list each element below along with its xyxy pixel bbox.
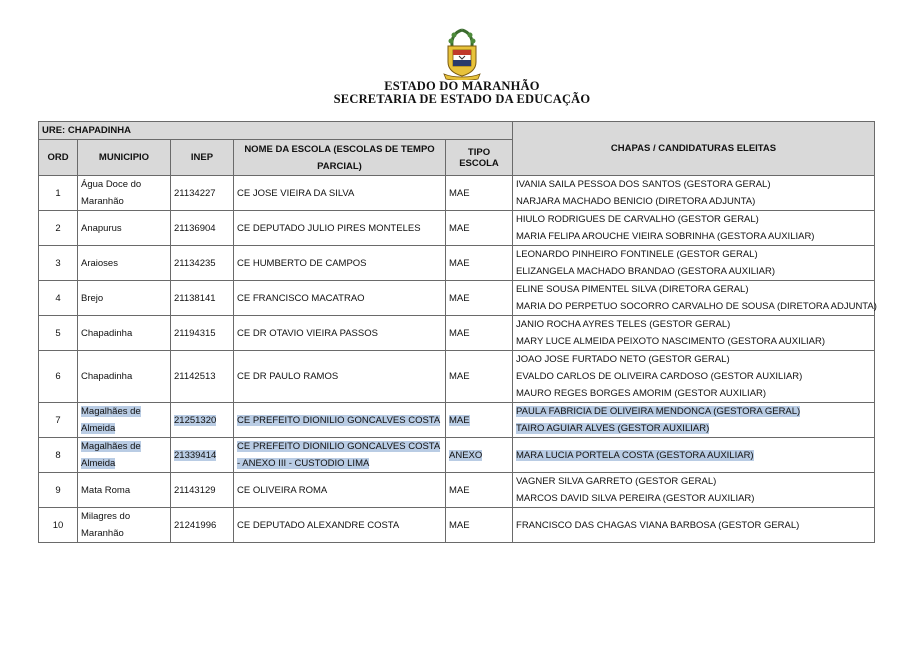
chapa-entry: MARIA FELIPA AROUCHE VIEIRA SOBRINHA (GESTORA AUXILIAR) xyxy=(516,231,815,242)
chapa-entry: FRANCISCO DAS CHAGAS VIANA BARBOSA (GESTOR GERAL) xyxy=(516,519,800,531)
col-header-ord: ORD xyxy=(39,140,78,176)
chapa-entry: JANIO ROCHA AYRES TELES (GESTOR GERAL) xyxy=(516,319,731,330)
chapa-entry: ELIZANGELA MACHADO BRANDAO (GESTORA AUXILIAR) xyxy=(516,266,776,277)
table-row xyxy=(39,176,875,211)
cell-escola-text: CE JOSE VIEIRA DA SILVA xyxy=(237,187,355,199)
cell-inep-text: 21136904 xyxy=(174,222,216,234)
cell-tipo xyxy=(446,438,513,473)
col-header-chapas: CHAPAS / CANDIDATURAS ELEITAS xyxy=(513,122,875,176)
table-row xyxy=(39,351,875,403)
cell-ord-text: 4 xyxy=(55,292,61,304)
cell-inep xyxy=(171,473,234,508)
cell-escola xyxy=(234,211,446,246)
cell-inep xyxy=(171,508,234,543)
cell-chapas xyxy=(513,438,875,473)
cell-escola-text: CE HUMBERTO DE CAMPOS xyxy=(237,257,367,269)
cell-escola-text: CE PREFEITO DIONILIO GONCALVES COSTA - ANEXO III - CUSTODIO LIMA xyxy=(237,441,441,469)
cell-municipio-text: Água Doce do Maranhão xyxy=(81,179,142,207)
cell-ord-text: 3 xyxy=(55,257,61,269)
cell-ord-text: 6 xyxy=(55,371,61,382)
chapa-entry: JOAO JOSE FURTADO NETO (GESTOR GERAL) xyxy=(516,354,730,365)
cell-ord xyxy=(39,176,78,211)
chapa-entry: LEONARDO PINHEIRO FONTINELE (GESTOR GERAL) xyxy=(516,249,758,260)
cell-escola xyxy=(234,351,446,403)
cell-tipo-text: MAE xyxy=(449,484,470,496)
cell-inep-text: 21134227 xyxy=(174,187,216,199)
cell-chapas xyxy=(513,176,875,211)
cell-municipio-text: Magalhães de Almeida xyxy=(81,406,141,434)
cell-chapas xyxy=(513,316,875,351)
cell-tipo xyxy=(446,473,513,508)
cell-escola-text: CE DEPUTADO ALEXANDRE COSTA xyxy=(237,519,400,531)
table-row xyxy=(39,438,875,473)
cell-ord-text: 10 xyxy=(52,519,64,531)
cell-chapas xyxy=(513,473,875,508)
cell-escola xyxy=(234,176,446,211)
cell-municipio-text: Magalhães de Almeida xyxy=(81,441,141,469)
cell-escola xyxy=(234,438,446,473)
cell-ord xyxy=(39,403,78,438)
cell-tipo xyxy=(446,246,513,281)
cell-chapas xyxy=(513,403,875,438)
header-line-2: SECRETARIA DE ESTADO DA EDUCAÇÃO xyxy=(333,92,591,106)
chapa-entry: EVALDO CARLOS DE OLIVEIRA CARDOSO (GESTOR AUXILIAR) xyxy=(516,371,803,382)
cell-municipio-text: Araioses xyxy=(81,257,118,269)
cell-ord xyxy=(39,211,78,246)
cell-inep xyxy=(171,211,234,246)
cell-ord xyxy=(39,473,78,508)
cell-tipo-text: MAE xyxy=(449,187,470,199)
chapa-entry xyxy=(516,447,871,464)
cell-ord-text: 9 xyxy=(55,484,61,496)
chapa-entry-highlight: TAIRO AGUIAR ALVES (GESTOR AUXILIAR) xyxy=(516,423,710,434)
cell-inep-text: 21251320 xyxy=(174,414,217,426)
cell-municipio-text: Chapadinha xyxy=(81,371,133,382)
cell-escola-text: CE DR OTAVIO VIEIRA PASSOS xyxy=(237,327,378,339)
chapa-entry xyxy=(516,420,871,437)
cell-chapas xyxy=(513,211,875,246)
cell-ord-text: 8 xyxy=(55,449,61,461)
cell-municipio xyxy=(78,351,171,403)
ure-row xyxy=(39,122,875,140)
cell-ord xyxy=(39,438,78,473)
cell-municipio-text: Chapadinha xyxy=(81,327,133,339)
cell-inep-text: 21142513 xyxy=(174,371,216,382)
cell-tipo-text: MAE xyxy=(449,519,470,531)
cell-inep xyxy=(171,351,234,403)
cell-chapas xyxy=(513,508,875,543)
col-header-escola: NOME DA ESCOLA (ESCOLAS DE TEMPO PARCIAL) xyxy=(234,140,446,176)
table-row xyxy=(39,316,875,351)
cell-inep xyxy=(171,246,234,281)
cell-tipo xyxy=(446,281,513,316)
chapa-entry: IVANIA SAILA PESSOA DOS SANTOS (GESTORA GERAL) xyxy=(516,179,771,190)
cell-tipo-text: MAE xyxy=(449,371,470,382)
cell-escola-text: CE PREFEITO DIONILIO GONCALVES COSTA xyxy=(237,414,441,426)
cell-inep xyxy=(171,438,234,473)
cell-municipio xyxy=(78,473,171,508)
cell-escola-text: CE DR PAULO RAMOS xyxy=(237,371,339,382)
col-header-inep: INEP xyxy=(171,140,234,176)
chapa-entry: NARJARA MACHADO BENICIO (DIRETORA ADJUNTA) xyxy=(516,196,756,207)
cell-chapas xyxy=(513,351,875,403)
cell-tipo-text: ANEXO xyxy=(449,449,483,461)
cell-escola-text: CE OLIVEIRA ROMA xyxy=(237,484,328,496)
cell-ord-text: 5 xyxy=(55,327,61,339)
cell-inep-text: 21241996 xyxy=(174,519,217,531)
table-row xyxy=(39,246,875,281)
cell-municipio xyxy=(78,246,171,281)
cell-municipio-text: Mata Roma xyxy=(81,484,131,496)
table-row xyxy=(39,473,875,508)
table-row xyxy=(39,403,875,438)
cell-tipo-text: MAE xyxy=(449,327,470,339)
cell-inep-text: 21138141 xyxy=(174,292,216,304)
cell-inep-text: 21134235 xyxy=(174,257,216,269)
col-header-tipo: TIPO ESCOLA xyxy=(446,140,513,176)
chapa-entry: ELINE SOUSA PIMENTEL SILVA (DIRETORA GERAL) xyxy=(516,284,749,295)
cell-inep-text: 21143129 xyxy=(174,484,216,496)
cell-escola xyxy=(234,316,446,351)
cell-ord-text: 2 xyxy=(55,222,61,234)
cell-municipio xyxy=(78,281,171,316)
cell-inep xyxy=(171,281,234,316)
table-row xyxy=(39,508,875,543)
cell-chapas xyxy=(513,281,875,316)
cell-ord-text: 7 xyxy=(55,414,61,426)
cell-tipo xyxy=(446,316,513,351)
cell-chapas xyxy=(513,246,875,281)
cell-municipio xyxy=(78,508,171,543)
cell-municipio-text: Anapurus xyxy=(81,222,122,234)
table-body xyxy=(39,176,875,543)
cell-escola-text: CE DEPUTADO JULIO PIRES MONTELES xyxy=(237,222,421,234)
cell-tipo xyxy=(446,403,513,438)
cell-municipio xyxy=(78,438,171,473)
cell-escola xyxy=(234,473,446,508)
cell-escola xyxy=(234,403,446,438)
cell-ord xyxy=(39,316,78,351)
table-row xyxy=(39,281,875,316)
chapa-entry: MARIA DO PERPETUO SOCORRO CARVALHO DE SOUSA (DIRETORA ADJUNTA) xyxy=(516,301,877,312)
cell-inep-text: 21339414 xyxy=(174,449,217,461)
cell-tipo-text: MAE xyxy=(449,257,470,269)
chapa-entry xyxy=(516,403,871,420)
cell-tipo-text: MAE xyxy=(449,414,470,426)
cell-escola xyxy=(234,246,446,281)
chapa-entry: MARCOS DAVID SILVA PEREIRA (GESTOR AUXILIAR) xyxy=(516,493,755,504)
cell-escola xyxy=(234,281,446,316)
cell-inep xyxy=(171,176,234,211)
cell-ord xyxy=(39,351,78,403)
cell-municipio-text: Brejo xyxy=(81,292,104,304)
cell-ord xyxy=(39,246,78,281)
cell-ord-text: 1 xyxy=(55,187,61,199)
state-coat-of-arms-icon xyxy=(439,28,485,80)
header-line-1: ESTADO DO MARANHÃO xyxy=(384,79,540,93)
chapa-entry: MARY LUCE ALMEIDA PEIXOTO NASCIMENTO (GESTORA AUXILIAR) xyxy=(516,336,826,347)
candidates-table xyxy=(38,121,875,543)
chapa-entry: HIULO RODRIGUES DE CARVALHO (GESTOR GERAL) xyxy=(516,214,759,225)
cell-inep xyxy=(171,316,234,351)
cell-ord xyxy=(39,508,78,543)
table-row xyxy=(39,211,875,246)
cell-escola-text: CE FRANCISCO MACATRAO xyxy=(237,292,365,304)
document-header xyxy=(0,28,924,106)
cell-tipo-text: MAE xyxy=(449,292,470,304)
cell-ord xyxy=(39,281,78,316)
cell-tipo xyxy=(446,351,513,403)
col-header-municipio: MUNICIPIO xyxy=(78,140,171,176)
cell-municipio xyxy=(78,316,171,351)
cell-inep xyxy=(171,403,234,438)
cell-municipio xyxy=(78,403,171,438)
chapa-entry: MAURO REGES BORGES AMORIM (GESTOR AUXILIAR) xyxy=(516,388,767,399)
cell-escola xyxy=(234,508,446,543)
cell-tipo xyxy=(446,176,513,211)
cell-municipio-text: Milagres do Maranhão xyxy=(81,511,131,539)
cell-inep-text: 21194315 xyxy=(174,327,216,339)
cell-municipio xyxy=(78,211,171,246)
chapa-entry-highlight: MARA LUCIA PORTELA COSTA (GESTORA AUXILIAR) xyxy=(516,449,754,461)
chapa-entry-highlight: PAULA FABRICIA DE OLIVEIRA MENDONCA (GESTORA GERAL) xyxy=(516,406,801,417)
ure-label: URE: CHAPADINHA xyxy=(39,122,513,140)
chapa-entry: VAGNER SILVA GARRETO (GESTOR GERAL) xyxy=(516,476,717,487)
cell-tipo-text: MAE xyxy=(449,222,470,234)
cell-tipo xyxy=(446,508,513,543)
cell-tipo xyxy=(446,211,513,246)
cell-municipio xyxy=(78,176,171,211)
